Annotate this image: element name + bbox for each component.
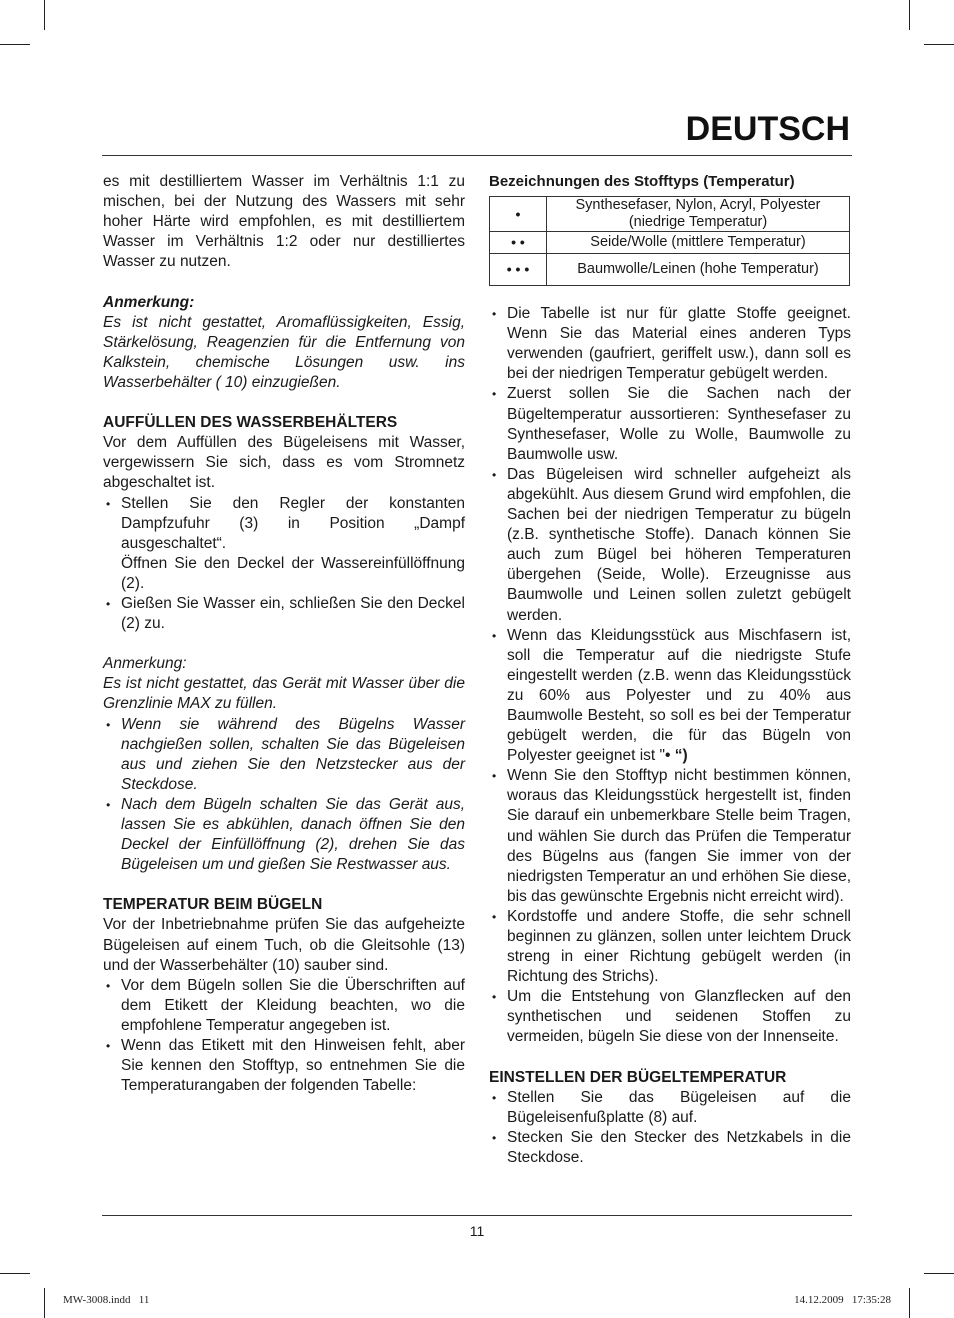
crop-mark — [44, 0, 45, 30]
table-row — [490, 254, 850, 286]
temperature-dots: • • — [490, 232, 547, 254]
list-item: • Die Tabelle ist nur für glatte Stoffe geeignet. Wenn Sie das Material eines anderen Typs verwenden (gaufriert, geriffelt usw.), dann soll es bei der niedrigen Temperatur gebügelt werden. — [489, 304, 851, 384]
page-number: 11 — [469, 1223, 485, 1239]
slug-file-info: MW-3008.indd 11 — [63, 1294, 150, 1306]
list-item: • Gießen Sie Wasser ein, schließen Sie den Deckel (2) zu. — [103, 594, 465, 634]
fabric-description: Baumwolle/Leinen (hohe Temperatur) — [547, 254, 850, 286]
temperature-dots: • • • — [490, 254, 547, 286]
note1-text: Es ist nicht gestattet, Aromaflüssigkeiten, Essig, Stärkelösung, Reagenzien für die Entfernung von Kalkstein, chemische Lösungen usw. ins Wasserbehälter ( 10) einzugießen. — [103, 313, 465, 391]
list-item: • Stellen Sie das Bügeleisen auf die Bügeleisenfußplatte (8) auf. — [489, 1088, 851, 1128]
fill-heading: AUFFÜLLEN DES WASSERBEHÄLTERS — [103, 414, 398, 432]
crop-mark — [924, 1273, 954, 1274]
list-item: • Um die Entstehung von Glanzflecken auf den synthetischen und seidenen Stoffen zu vermeiden, bügeln Sie diese von der Innenseite. — [489, 987, 851, 1047]
table-row — [490, 197, 850, 232]
crop-mark — [909, 0, 910, 30]
list-item: • Kordstoffe und andere Stoffe, die sehr schnell beginnen zu glänzen, sollen unter leichtem Druck streng in einer Richtung gebügelt werden (in Richtung des Strichs). — [489, 907, 851, 987]
note1-heading: Anmerkung: — [103, 293, 195, 311]
temp-list — [103, 976, 465, 1097]
fill-list — [103, 494, 465, 635]
list-item-text: Wenn das Kleidungsstück aus Mischfasern ist, soll die Temperatur auf die niedrigste Stufe eingestellt werden (z.B. wenn das Kleidungsstück zu 60% aus Polyester und zu 40% aus Baumwolle Besteht, so soll es bei der Temperatur gebügelt werden, die für das Bügeln von Polyester geeignet ist " — [507, 626, 851, 765]
slug-timestamp: 14.12.2009 17:35:28 — [794, 1294, 891, 1306]
temperature-dots: • — [490, 197, 547, 232]
fabric-table — [489, 196, 850, 286]
note2-text: Es ist nicht gestattet, das Gerät mit Wasser über die Grenzlinie MAX zu füllen. — [103, 675, 465, 713]
list-item: • Wenn das Etikett mit den Hinweisen fehlt, aber Sie kennen den Stofftyp, so entnehmen Sie die Temperaturangaben der folgenden Tabelle: — [103, 1036, 465, 1096]
table-title: Bezeichnungen des Stofftyps (Temperatur) — [489, 173, 795, 190]
fabric-description: Seide/Wolle (mittlere Temperatur) — [547, 232, 850, 254]
list-item-text: Stellen Sie den Regler der konstanten Dampfzufuhr (3) in Position „Dampf ausgeschaltet“. — [121, 494, 465, 552]
list-item: • Vor dem Bügeln sollen Sie die Überschriften auf dem Etikett der Kleidung beachten, wo die empfohlene Temperatur angegeben ist. — [103, 976, 465, 1036]
crop-mark — [909, 1288, 910, 1318]
list-item-text: Öffnen Sie den Deckel der Wassereinfüllöffnung (2). — [121, 554, 465, 592]
footer-rule — [102, 1215, 852, 1216]
right-column — [489, 172, 851, 1168]
list-item: • Stecken Sie den Stecker des Netzkabels in die Steckdose. — [489, 1128, 851, 1168]
crop-mark — [44, 1288, 45, 1318]
set-list — [489, 1088, 851, 1168]
list-item — [489, 626, 851, 767]
left-column — [103, 172, 465, 1096]
list-item: • Nach dem Bügeln schalten Sie das Gerät aus, lassen Sie es abkühlen, danach öffnen Sie den Deckel der Einfüllöffnung (2), drehen Sie das Bügeleisen um und gießen Sie Restwasser aus. — [103, 795, 465, 875]
table-row — [490, 232, 850, 254]
ironing-tips-list — [489, 304, 851, 1047]
list-item: • Wenn sie während des Bügelns Wasser nachgießen sollen, schalten Sie das Bügeleisen aus und ziehen Sie den Netzstecker aus der Steckdose. — [103, 715, 465, 795]
header-rule — [102, 155, 852, 156]
note2-list — [103, 715, 465, 876]
intro-paragraph: es mit destilliertem Wasser im Verhältnis 1:1 zu mischen, bei der Nutzung des Wassers mit sehr hoher Härte wird empfohlen, es mit destilliertem Wasser im Verhältnis 1:2 oder nur destilliertes Wasser zu nutzen. — [103, 173, 465, 271]
temp-text: Vor der Inbetriebnahme prüfen Sie das aufgeheizte Bügeleisen auf einem Tuch, ob die Gleitsohle (13) und der Wasserbehälter (10) sauber sind. — [103, 916, 465, 974]
crop-mark — [0, 1273, 30, 1274]
temp-heading: TEMPERATUR BEIM BÜGELN — [103, 896, 323, 914]
temperature-symbol: • “) — [665, 747, 688, 765]
page-title: DEUTSCH — [685, 110, 850, 148]
crop-mark — [924, 44, 954, 45]
list-item: • Zuerst sollen Sie die Sachen nach der Bügeltemperatur aussortieren: Synthesefaser zu Synthesefaser, Wolle zu Wolle, Baumwolle zu Baumwolle usw. — [489, 384, 851, 464]
list-item: • Wenn Sie den Stofftyp nicht bestimmen können, woraus das Kleidungsstück hergestellt ist, finden Sie darauf ein unbemerkbare Stelle beim Tragen, und wählen Sie durch das Prüfen die Temperatur des Bügelns aus (fangen Sie immer von der niedrigsten Temperatur an und erhöhen Sie diese, bis das gewünschte Ergebnis nicht erreicht wird). — [489, 766, 851, 907]
crop-mark — [0, 44, 30, 45]
set-heading: EINSTELLEN DER BÜGELTEMPERATUR — [489, 1068, 787, 1086]
fill-text: Vor dem Auffüllen des Bügeleisens mit Wasser, vergewissern Sie sich, dass es vom Stromnetz abgeschaltet ist. — [103, 434, 465, 492]
note2-heading: Anmerkung: — [103, 655, 187, 673]
list-item — [103, 494, 465, 594]
fabric-description: Synthesefaser, Nylon, Acryl, Polyester (niedrige Temperatur) — [547, 197, 850, 232]
list-item: • Das Bügeleisen wird schneller aufgeheizt als abgekühlt. Aus diesem Grund wird empfohlen, die Sachen bei der niedrigen Temperatur zu bügeln (z.B. synthetische Stoffe). Danach können Sie auch zum Bügel bei höheren Temperaturen übergehen (Seide, Wolle). Erzeugnisse aus Baumwolle und Leinen sollen zuletzt gebügelt werden. — [489, 465, 851, 626]
